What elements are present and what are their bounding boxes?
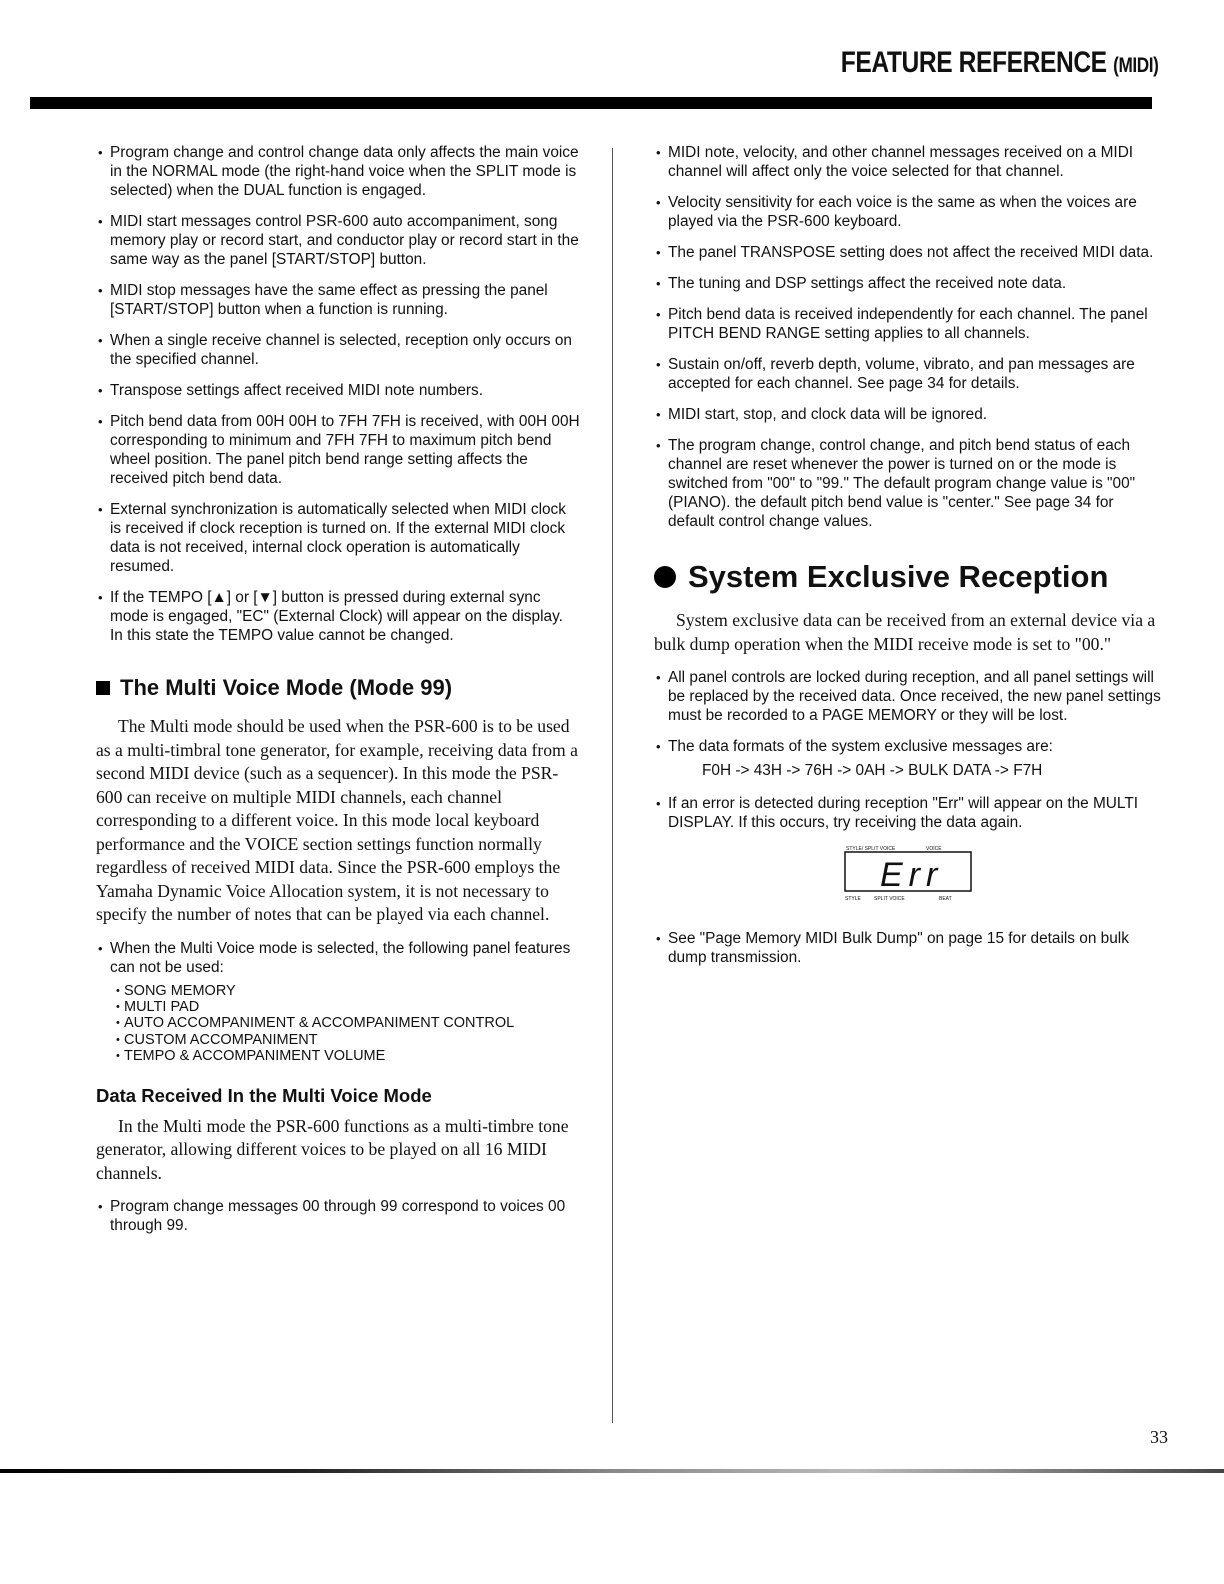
list-item: • If an error is detected during reception "Err" will appear on the MULTI DISPLAY. If this occurs, try receiving the data again. <box>654 794 1164 832</box>
list-item: • See "Page Memory MIDI Bulk Dump" on page 15 for details on bulk dump transmission. <box>654 929 1164 967</box>
list-item: • The program change, control change, and pitch bend status of each channel are reset whenever the power is turned on or the mode is switched from "00" to "99." The default program change value is "00" (PIANO). the default pitch bend value is "center." See page 34 for default control change values. <box>654 436 1164 531</box>
list-item: • MIDI start messages control PSR-600 auto accompaniment, song memory play or record start, and conductor play or record start in the same way as the panel [START/STOP] button. <box>96 212 580 269</box>
list-item: • If the TEMPO [▲] or [▼] button is pressed during external sync mode is engaged, "EC" (External Clock) will appear on the display. In this state the TEMPO value cannot be changed. <box>96 588 580 645</box>
list-item: • The data formats of the system exclusive messages are: <box>654 737 1164 756</box>
list-item: • Program change and control change data only affects the main voice in the NORMAL mode (the right-hand voice when the SPLIT mode is selected) when the DUAL function is engaged. <box>96 143 580 200</box>
left-column <box>96 143 580 1247</box>
right-bullet-list <box>654 143 1164 531</box>
lcd-bottom-label-3: BEAT <box>939 896 952 902</box>
right-column <box>654 143 1164 979</box>
lcd-top-label-2: VOICE <box>926 846 942 852</box>
square-bullet-icon <box>96 681 110 695</box>
list-item: • The tuning and DSP settings affect the received note data. <box>654 274 1164 293</box>
circle-bullet-icon <box>654 566 676 588</box>
list-item: • Velocity sensitivity for each voice is the same as when the voices are played via the PSR-600 keyboard. <box>654 193 1164 231</box>
list-item: • MIDI stop messages have the same effect as pressing the panel [START/STOP] button when a function is running. <box>96 281 580 319</box>
multi-voice-paragraph: The Multi mode should be used when the PSR-600 is to be used as a multi-timbral tone generator, for example, receiving data from a second MIDI device (such as a sequencer). In this mode the PSR-600 can receive on multiple MIDI channels, each channel corresponding to a different voice. In this mode local keyboard performance and the VOICE section settings function normally regardless of received MIDI data. Since the PSR-600 employs the Yamaha Dynamic Voice Allocation system, it is not necessary to specify the number of notes that can be played via each channel. <box>96 716 578 924</box>
header-title: FEATURE REFERENCE <box>840 46 1107 79</box>
disabled-features-list <box>116 983 580 1065</box>
list-item: • Sustain on/off, reverb depth, volume, vibrato, and pan messages are accepted for each channel. See page 34 for details. <box>654 355 1164 393</box>
lcd-bottom-label-2: SPLIT VOICE <box>874 896 905 902</box>
list-item: • TEMPO & ACCOMPANIMENT VOLUME <box>116 1048 580 1064</box>
lcd-display-icon <box>844 844 974 904</box>
list-item: • MULTI PAD <box>116 999 580 1015</box>
list-item: • When the Multi Voice mode is selected, the following panel features can not be used: <box>96 939 580 977</box>
footer-rule <box>0 1469 1224 1473</box>
multi-voice-heading <box>96 675 580 701</box>
page-header <box>840 46 1158 80</box>
sysex-bullets <box>654 668 1164 756</box>
column-divider <box>612 148 613 1423</box>
list-item: • Program change messages 00 through 99 correspond to voices 00 through 99. <box>96 1197 580 1235</box>
data-received-bullets <box>96 1197 580 1235</box>
data-received-heading: Data Received In the Multi Voice Mode <box>96 1084 432 1106</box>
list-item: • Pitch bend data from 00H 00H to 7FH 7FH is received, with 00H 00H corresponding to minimum and 7FH 7FH to maximum pitch bend wheel position. The panel pitch bend range setting affects the received pitch bend data. <box>96 412 580 488</box>
final-bullets <box>654 929 1164 967</box>
error-bullets <box>654 794 1164 832</box>
list-item: • The panel TRANSPOSE setting does not affect the received MIDI data. <box>654 243 1164 262</box>
sysex-heading-text: System Exclusive Reception <box>688 559 1109 594</box>
multi-display-illustration <box>844 844 974 909</box>
sysex-paragraph: System exclusive data can be received from an external device via a bulk dump operation when the MIDI receive mode is set to "00." <box>654 610 1156 654</box>
list-item: • Transpose settings affect received MIDI note numbers. <box>96 381 580 400</box>
lcd-display-text: Err <box>880 856 944 894</box>
list-item: • External synchronization is automatically selected when MIDI clock is received if clock reception is turned on. If the external MIDI clock data is not received, internal clock operation is automatically resumed. <box>96 500 580 576</box>
list-item: • SONG MEMORY <box>116 983 580 999</box>
lcd-bottom-label-1: STYLE <box>845 896 861 902</box>
list-item: • AUTO ACCOMPANIMENT & ACCOMPANIMENT CONTROL <box>116 1015 580 1031</box>
page-number: 33 <box>1150 1427 1168 1447</box>
header-subtitle: (MIDI) <box>1112 54 1158 77</box>
list-item: • CUSTOM ACCOMPANIMENT <box>116 1032 580 1048</box>
sysex-format-line: F0H -> 43H -> 76H -> 0AH -> BULK DATA -> F7H <box>702 762 1043 779</box>
multi-voice-bullets <box>96 939 580 977</box>
list-item: • MIDI start, stop, and clock data will be ignored. <box>654 405 1164 424</box>
lcd-top-label-1: STYLE/ SPLIT VOICE <box>846 846 896 852</box>
left-bullet-list <box>96 143 580 645</box>
list-item: • Pitch bend data is received independently for each channel. The panel PITCH BEND RANGE setting applies to all channels. <box>654 305 1164 343</box>
list-item: • MIDI note, velocity, and other channel messages received on a MIDI channel will affect only the voice selected for that channel. <box>654 143 1164 181</box>
sysex-heading <box>654 559 1164 595</box>
list-item: • When a single receive channel is selected, reception only occurs on the specified channel. <box>96 331 580 369</box>
data-received-paragraph: In the Multi mode the PSR-600 functions as a multi-timbre tone generator, allowing different voices to be played on all 16 MIDI channels. <box>96 1115 569 1183</box>
multi-voice-heading-text: The Multi Voice Mode (Mode 99) <box>120 675 453 700</box>
header-rule <box>30 97 1152 109</box>
list-item: • All panel controls are locked during reception, and all panel settings will be replaced by the received data. Once received, the new panel settings must be recorded to a PAGE MEMORY or they will be lost. <box>654 668 1164 725</box>
